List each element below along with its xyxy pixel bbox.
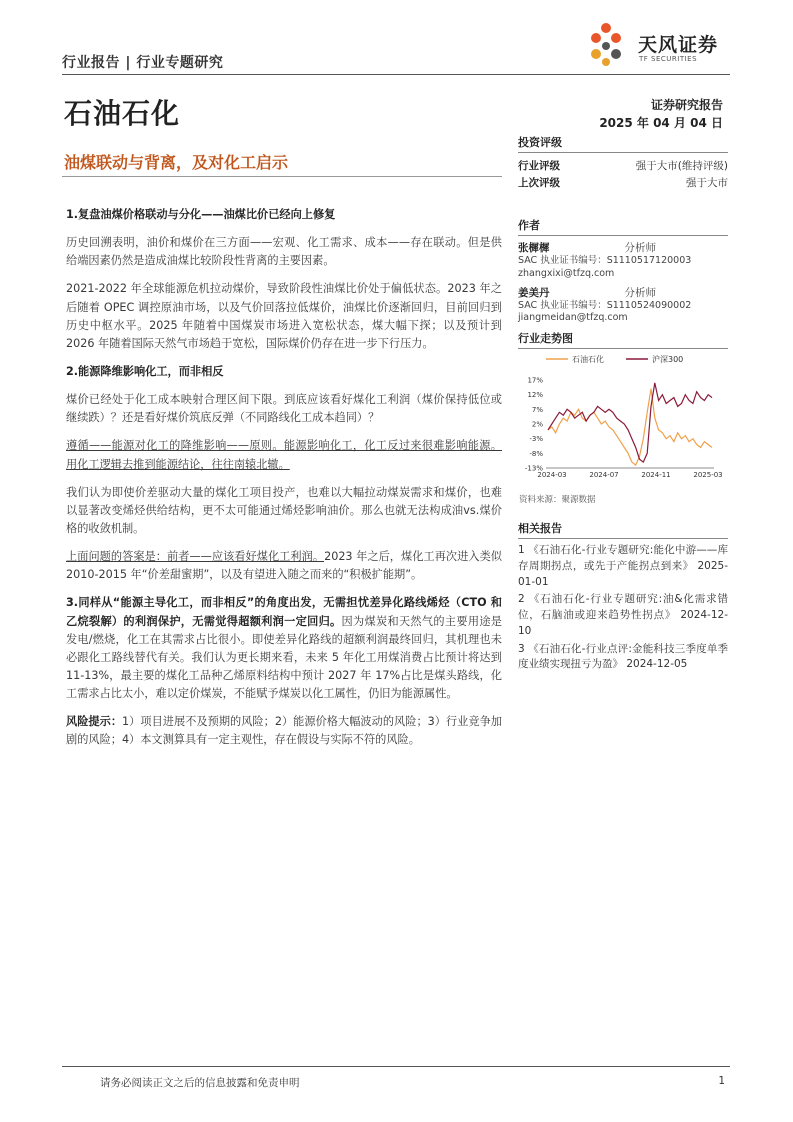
footer-rule bbox=[62, 1066, 730, 1067]
logo-text: 天风证券 bbox=[638, 34, 719, 56]
x-tick-label: 2025-03 bbox=[693, 471, 723, 479]
y-tick-label: -13% bbox=[524, 464, 543, 473]
related-report-2[interactable]: 2 《石油石化-行业专题研究:油&化需求错位，石脑油或迎来趋势性拐点》 2024-12-10 bbox=[518, 593, 728, 637]
prev-rating-value: 强于大市 bbox=[686, 177, 728, 189]
headline-rule bbox=[62, 176, 502, 177]
risk-label: 风险提示： bbox=[66, 715, 123, 729]
paragraph-5: 我们认为即使价差驱动大量的煤化工项目投产，也难以大幅拉动煤炭需求和煤价，也难以显著改变烯烃供给结构，更不太可能通过烯烃影响油价。那么也就无法构成油vs.煤价格的收敛机制。 bbox=[66, 485, 502, 535]
y-tick-label: -8% bbox=[529, 449, 543, 458]
headline: 油煤联动与背离，及对化工启示 bbox=[64, 153, 289, 172]
report-type: 证券研究报告 bbox=[650, 98, 723, 112]
y-tick-label: 2% bbox=[531, 420, 543, 429]
trend-title: 行业走势图 bbox=[518, 330, 728, 349]
tf-securities-logo bbox=[584, 18, 636, 70]
author-1-role: 分析师 bbox=[624, 242, 656, 254]
legend-label-2: 沪深300 bbox=[652, 355, 684, 364]
x-tick-label: 2024-11 bbox=[641, 471, 671, 479]
series-line-2 bbox=[548, 383, 712, 462]
sector-title: 石油石化 bbox=[64, 97, 181, 130]
header-rule bbox=[62, 74, 730, 75]
report-date: 2025 年 04 月 04 日 bbox=[599, 116, 723, 130]
legend-label-1: 石油石化 bbox=[572, 355, 604, 364]
industry-rating-label: 行业评级 bbox=[518, 160, 560, 172]
paragraph-6-answer: 上面问题的答案是：前者——应该看好煤化工利润。 bbox=[66, 550, 325, 564]
author-1-email[interactable]: zhangxixi@tfzq.com bbox=[518, 267, 615, 279]
section-3-title: 3.同样从“能源主导化工，而非相反”的角度出发，无需担忧差异化路线烯烃（CTO 和乙烷裂解）的利润保护，无需觉得超额利润一定回归。 bbox=[66, 596, 502, 628]
authors-block bbox=[518, 217, 728, 325]
author-2-name: 姜美丹 bbox=[518, 286, 550, 299]
report-category: 行业报告 | 行业专题研究 bbox=[62, 55, 224, 71]
prev-rating-row bbox=[518, 174, 728, 191]
section-1-title: 1.复盘油煤价格联动与分化——油煤比价已经向上修复 bbox=[66, 208, 336, 221]
series-line-1 bbox=[548, 389, 712, 465]
industry-rating-row bbox=[518, 157, 728, 174]
y-tick-label: 12% bbox=[527, 391, 543, 400]
risk-warning bbox=[66, 713, 502, 749]
author-1-name: 张樨樨 bbox=[518, 242, 550, 254]
author-2-cert: SAC 执业证书编号：S1110524090002 bbox=[518, 299, 692, 311]
prev-rating-label: 上次评级 bbox=[518, 177, 560, 189]
x-tick-label: 2024-07 bbox=[589, 471, 619, 479]
paragraph-7-body: 因为煤炭和天然气的主要用途是发电/燃烧，化工在其需求占比很小。即使差异化路线的超额利润最终回归，其机理也未必跟化工路线替代有关。我们认为更长期来看，未来 5 年化工用煤消费占比预计将达到 11-13%，最主要的煤化工品种乙烯原料结构中预计 2027 年 17%占比是煤头路线，化工需求占比太小，难以定价煤炭，不能赋予煤炭以化工属性，仍旧为能源属性。 bbox=[66, 614, 502, 701]
x-tick-label: 2024-03 bbox=[537, 471, 567, 479]
related-report-3[interactable]: 3 《石油石化-行业点评:金能科技三季度单季度业绩实现扭亏为盈》 2024-12-05 bbox=[518, 642, 728, 671]
chart-source: 资料来源：聚源数据 bbox=[519, 495, 596, 505]
paragraph-4: 遵循——能源对化工的降维影响——原则。能源影响化工，化工反过来很难影响能源。用化工逻辑去推到能源结论，往往南辕北辙。 bbox=[66, 439, 502, 471]
y-tick-label: -3% bbox=[529, 435, 543, 444]
main-content bbox=[66, 206, 502, 760]
paragraph-6-body: 2023 年之后，煤化工再次进入类似 2010-2015 年“价差甜蜜期”，以及有望进入随之而来的“积极扩能期”。 bbox=[66, 550, 502, 582]
related-title: 相关报告 bbox=[518, 520, 728, 539]
related-reports bbox=[518, 520, 728, 675]
authors-title: 作者 bbox=[518, 217, 728, 236]
y-tick-label: 7% bbox=[531, 405, 543, 414]
y-tick-label: 17% bbox=[527, 376, 543, 385]
author-1 bbox=[518, 240, 728, 255]
sidebar bbox=[518, 134, 728, 325]
paragraph-6 bbox=[66, 548, 502, 584]
rating-title: 投资评级 bbox=[518, 134, 728, 153]
logo-subtext: TF SECURITIES bbox=[639, 55, 698, 63]
paragraph-1: 历史回溯表明，油价和煤价在三方面——宏观、化工需求、成本——存在联动。但是供给端因素仍然是造成油煤比较阶段性背离的主要因素。 bbox=[66, 236, 502, 268]
page-number: 1 bbox=[718, 1075, 725, 1087]
author-1-cert: SAC 执业证书编号：S1110517120003 bbox=[518, 255, 692, 266]
author-2-role: 分析师 bbox=[624, 286, 656, 299]
author-2-email[interactable]: jiangmeidan@tfzq.com bbox=[518, 312, 628, 324]
paragraph-7 bbox=[66, 594, 502, 703]
related-report-1[interactable]: 1 《石油石化-行业专题研究:能化中游——库存周期拐点，或先于产能拐点到来》 2025-01-01 bbox=[518, 544, 728, 588]
industry-rating-value: 强于大市(维持评级) bbox=[635, 160, 728, 172]
industry-trend-chart bbox=[518, 350, 728, 482]
risk-text: 1）项目进展不及预期的风险；2）能源价格大幅波动的风险；3）行业竞争加剧的风险；4）本文测算具有一定主观性，存在假设与实际不符的风险。 bbox=[66, 715, 502, 747]
section-2-title: 2.能源降维影响化工，而非相反 bbox=[66, 364, 224, 378]
paragraph-3: 煤价已经处于化工成本映射合理区间下限。到底应该看好煤化工利润（煤价保持低位或继续跌）？还是看好煤价筑底反弹（不同路线化工成本趋同）？ bbox=[66, 393, 502, 425]
footer-disclaimer: 请务必阅读正文之后的信息披露和免责申明 bbox=[100, 1077, 300, 1089]
paragraph-2: 2021-2022 年全球能源危机拉动煤价，导致阶段性油煤比价处于偏低状态。2023 年之后随着 OPEC 调控原油市场，以及气价回落拉低煤价，油煤比价逐渐回归，目前回归到历史中枢水平。2025 年随着中国煤炭市场进入宽松状态，煤大幅下探；以及预计到 2026 年随着国际天然气市场趋于宽松，国际煤价仍存在进一步下行压力。 bbox=[66, 282, 502, 350]
author-2 bbox=[518, 285, 728, 300]
